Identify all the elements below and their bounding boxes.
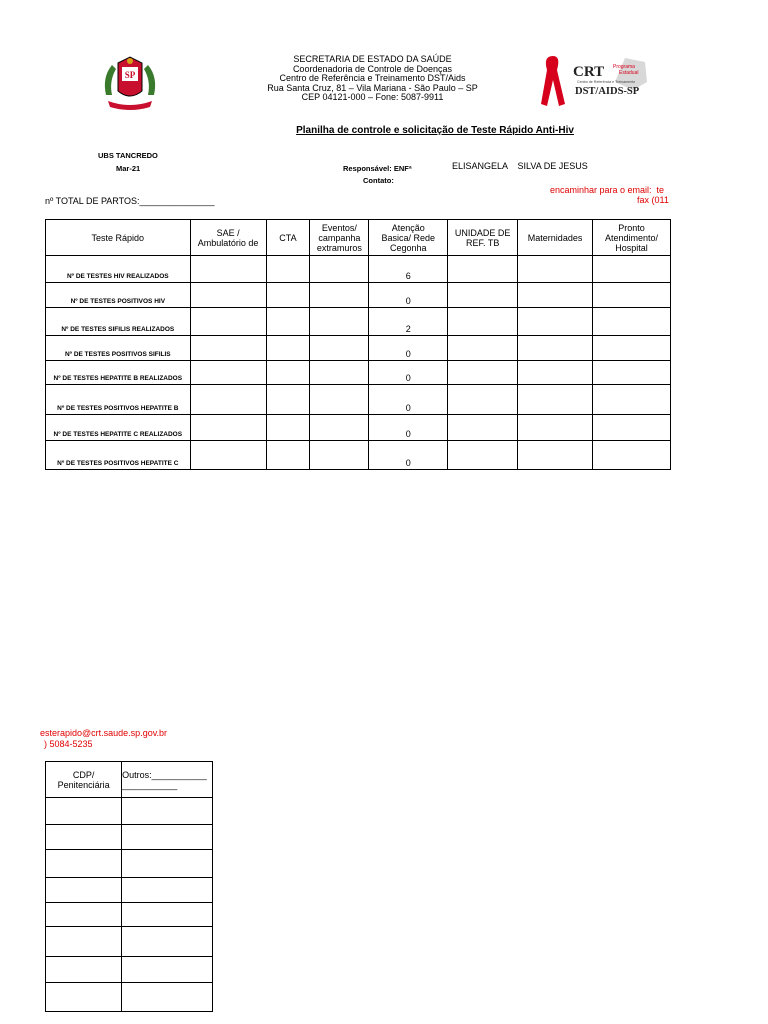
cell-atencao[interactable]: 0 (369, 336, 448, 361)
cell[interactable] (448, 441, 518, 470)
row-label: Nº DE TESTES POSITIVOS HEPATITE B (46, 385, 191, 415)
responsavel-label: Responsável: ENFª (343, 164, 412, 173)
cell[interactable] (593, 256, 671, 283)
table-row (46, 798, 213, 825)
crt-programa: Programa (613, 64, 635, 70)
cell[interactable] (122, 850, 213, 878)
header-line: Centro de Referência e Treinamento DST/Aids (279, 73, 466, 83)
table-header-row (46, 762, 213, 798)
crt-logo (537, 52, 649, 108)
table-header-row (46, 220, 671, 256)
cell[interactable] (593, 415, 671, 441)
row-label: Nº DE TESTES POSITIVOS HIV (46, 283, 191, 308)
cell[interactable] (190, 283, 266, 308)
cell[interactable] (310, 441, 369, 470)
col-header: UNIDADE DE REF. TB (448, 220, 518, 256)
cell[interactable] (310, 415, 369, 441)
cell[interactable] (190, 308, 266, 336)
cell[interactable] (518, 256, 593, 283)
partos-field: nº TOTAL DE PARTOS:_______________ (45, 196, 215, 206)
cell[interactable] (518, 361, 593, 385)
table-row (46, 361, 671, 385)
col-header: CTA (266, 220, 310, 256)
cell[interactable] (593, 336, 671, 361)
table-row (46, 336, 671, 361)
cell[interactable] (46, 903, 122, 927)
table-row (46, 441, 671, 470)
cell-atencao[interactable]: 0 (369, 361, 448, 385)
cell[interactable] (593, 361, 671, 385)
tests-table-continuation (45, 761, 213, 1012)
col-header: SAE / Ambulatório de (190, 220, 266, 256)
header-line: SECRETARIA DE ESTADO DA SAÚDE (293, 54, 452, 64)
cell[interactable] (448, 361, 518, 385)
cell[interactable] (310, 256, 369, 283)
cell[interactable] (310, 385, 369, 415)
cell[interactable] (448, 308, 518, 336)
col-header: Teste Rápido (46, 220, 191, 256)
cell[interactable] (122, 983, 213, 1012)
cell[interactable] (46, 825, 122, 850)
col-header: Maternidades (518, 220, 593, 256)
institution-header (250, 55, 495, 103)
crt-sub: Centro de Referência e Treinamento (577, 80, 636, 84)
tests-table (45, 219, 671, 470)
cell[interactable] (310, 283, 369, 308)
sp-coat-of-arms-icon (100, 55, 160, 115)
cell[interactable] (190, 256, 266, 283)
cell[interactable] (46, 983, 122, 1012)
table-row (46, 927, 213, 957)
col-header: Pronto Atendimento/ Hospital (593, 220, 671, 256)
row-label: Nº DE TESTES POSITIVOS SIFILIS (46, 336, 191, 361)
row-label: Nº DE TESTES SIFILIS REALIZADOS (46, 308, 191, 336)
table-row (46, 903, 213, 927)
cell[interactable] (310, 361, 369, 385)
cell[interactable] (518, 336, 593, 361)
cell[interactable] (122, 798, 213, 825)
table-row (46, 983, 213, 1012)
cell[interactable] (448, 336, 518, 361)
crt-dst: DST/AIDS-SP (575, 86, 640, 97)
table-row (46, 385, 671, 415)
cell-atencao[interactable]: 6 (369, 256, 448, 283)
cell[interactable] (46, 850, 122, 878)
cell-atencao[interactable]: 0 (369, 415, 448, 441)
cell[interactable] (593, 308, 671, 336)
cell[interactable] (448, 385, 518, 415)
sp-logo-text: SP (124, 70, 136, 80)
table-row (46, 308, 671, 336)
contato-label: Contato: (363, 176, 394, 185)
cell[interactable] (448, 283, 518, 308)
row-label: Nº DE TESTES HEPATITE C REALIZADOS (46, 415, 191, 441)
cell[interactable] (46, 927, 122, 957)
fax-instruction: fax (011 (637, 195, 669, 205)
cell[interactable] (122, 957, 213, 983)
cell-atencao[interactable]: 0 (369, 385, 448, 415)
cell[interactable] (448, 415, 518, 441)
header-line: Coordenadoria de Controle de Doenças (292, 63, 453, 74)
cell[interactable] (122, 927, 213, 957)
cell[interactable] (266, 308, 310, 336)
cell[interactable] (266, 385, 310, 415)
cell[interactable] (310, 308, 369, 336)
cell[interactable] (593, 283, 671, 308)
col-header: Eventos/ campanha extramuros (310, 220, 369, 256)
col-header: Outros:___________ ___________ (122, 762, 213, 798)
table-row (46, 878, 213, 903)
cell[interactable] (122, 878, 213, 903)
crt-estadual: Estadual (619, 70, 639, 76)
cell[interactable] (518, 283, 593, 308)
cell[interactable] (518, 415, 593, 441)
cell[interactable] (593, 385, 671, 415)
cell[interactable] (266, 256, 310, 283)
table-row (46, 256, 671, 283)
table-row (46, 415, 671, 441)
cell[interactable] (266, 283, 310, 308)
cell[interactable] (266, 361, 310, 385)
cell[interactable] (266, 441, 310, 470)
cell[interactable] (190, 336, 266, 361)
unit-name: UBS TANCREDO (98, 151, 158, 160)
aids-ribbon-icon (541, 56, 565, 106)
cell[interactable] (122, 825, 213, 850)
page-title: Planilha de controle e solicitação de Teste Rápido Anti-Hiv (296, 125, 574, 136)
email-instruction: encaminhar para o email: te (550, 185, 665, 195)
cell-atencao[interactable]: 0 (369, 283, 448, 308)
cell-atencao[interactable]: 2 (369, 308, 448, 336)
header-line: CEP 04121-000 – Fone: 5087-9911 (301, 92, 444, 102)
month: Mar-21 (116, 164, 141, 173)
cell[interactable] (190, 361, 266, 385)
row-label: Nº DE TESTES HIV REALIZADOS (46, 256, 191, 283)
col-header: Atenção Basica/ Rede Cegonha (369, 220, 448, 256)
cell[interactable] (46, 878, 122, 903)
col-header: CDP/ Penitenciária (46, 762, 122, 798)
cell[interactable] (518, 441, 593, 470)
cell[interactable] (448, 256, 518, 283)
row-label: Nº DE TESTES POSITIVOS HEPATITE C (46, 441, 191, 470)
cell[interactable] (46, 798, 122, 825)
cell[interactable] (518, 385, 593, 415)
responsavel-name: ELISANGELA SILVA DE JESUS (452, 161, 588, 171)
table-row (46, 850, 213, 878)
fax-continuation: ) 5084-5235 (44, 739, 93, 749)
cell[interactable] (122, 903, 213, 927)
row-label: Nº DE TESTES HEPATITE B REALIZADOS (46, 361, 191, 385)
cell[interactable] (190, 415, 266, 441)
table-row (46, 283, 671, 308)
email-continuation: esterapido@crt.saude.sp.gov.br (40, 728, 168, 738)
header-line: Rua Santa Cruz, 81 – Vila Mariana - São Paulo – SP (267, 82, 478, 93)
crt-text: CRT (573, 64, 605, 80)
cell-atencao[interactable]: 0 (369, 441, 448, 470)
cell[interactable] (310, 336, 369, 361)
cell[interactable] (190, 385, 266, 415)
cell[interactable] (266, 415, 310, 441)
cell[interactable] (190, 441, 266, 470)
cell[interactable] (46, 957, 122, 983)
cell[interactable] (266, 336, 310, 361)
cell[interactable] (518, 308, 593, 336)
cell[interactable] (593, 441, 671, 470)
table-row (46, 957, 213, 983)
table-row (46, 825, 213, 850)
